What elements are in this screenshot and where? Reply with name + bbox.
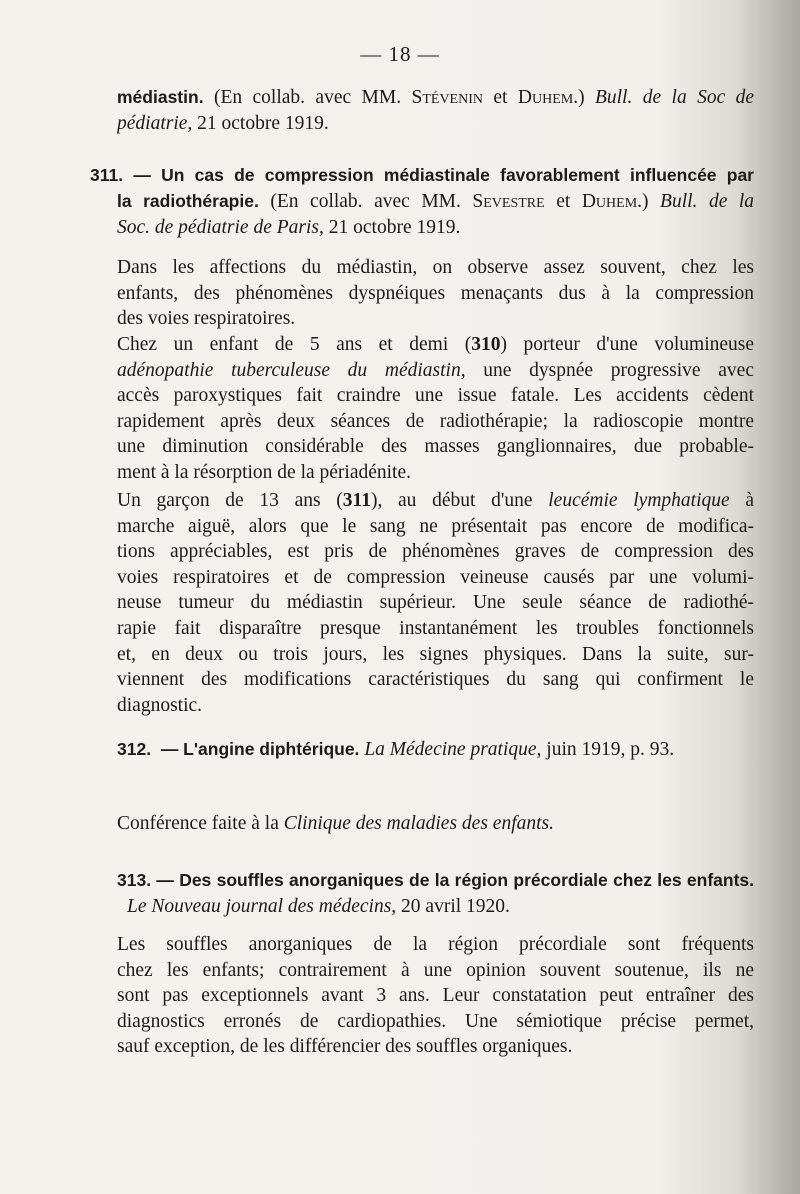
entry-311-title-line-2: la radiothérapie. (En collab. avec MM. Sevestre et Duhem.) Bull. de la bbox=[117, 191, 754, 212]
entry-311-paragraph-3: Un garçon de 13 ans (311), au début d'une leucémie lymphatique à marche aiguë, alors que le sang ne présentait pas encore de modifica- tions appréciables, est pris de phénomènes graves de compression des voies respiratoires et de compression veineuse causés par une volumi- neuse tumeur du médiastin supérieur. Une seule séance de radiothé- rapie fait disparaître presque instantanément les troubles fonctionnels et, en deux ou trois jours, les signes physiques. Dans la suite, sur- viennent des modifications caractéristiques du sang qui confirment le diagnostic. bbox=[117, 490, 754, 716]
entry-311-title-line-3: Soc. de pédiatrie de Paris, 21 octobre 1919. bbox=[117, 216, 461, 238]
entry-313-paragraph: Les souffles anorganiques de la région précordiale sont fréquents chez les enfants; contrairement à une opinion souvent soutenue, ils ne sont pas exceptionnels avant 3 ans. Leur constatation peut entraîner des diagnostics erronés de cardiopathies. Une sémiotique précise permet, sauf exception, de les différencier des souffles organiques. bbox=[117, 934, 754, 1058]
entry-312-note: Conférence faite à la Clinique des maladies des enfants. bbox=[117, 813, 555, 834]
entry-313-heading: 313. — Des souffles anorganiques de la région précordiale chez les enfants. Le Nouveau journal des médecins, 20 avril 1920. bbox=[117, 870, 754, 917]
entry-310-line-2: pédiatrie, 21 octobre 1919. bbox=[117, 112, 329, 134]
page-number: — 18 — bbox=[360, 42, 440, 66]
entry-311-paragraph-1: Dans les affections du médiastin, on observe assez souvent, chez les enfants, des phénomènes dyspnéiques menaçants dus à la compression des voies respiratoires. bbox=[117, 257, 754, 330]
entry-311-paragraph-2: Chez un enfant de 5 ans et demi (310) porteur d'une volumineuse adénopathie tuberculeuse du médiastin, une dyspnée progressive avec accès paroxystiques fait craindre une issue fatale. Les accidents cèdent rapidement après deux séances de radiothérapie; la radioscopie montre une diminution considérable des masses ganglionnaires, due probable- ment à la résorption de la périadénite. bbox=[117, 334, 754, 483]
entry-310-continuation bbox=[117, 85, 754, 136]
entry-312-heading: 312. — L'angine diphtérique. La Médecine pratique, juin 1919, p. 93. bbox=[117, 739, 675, 760]
entry-311-heading bbox=[90, 163, 754, 189]
entry-311-heading-cont bbox=[117, 189, 754, 240]
entry-310-line-1: médiastin. (En collab. avec MM. Stévenin et Duhem.) Bull. de la Soc de bbox=[117, 87, 754, 108]
entry-311-title-line-1: 311. — Un cas de compression médiastinale favorablement influencée par bbox=[90, 165, 754, 185]
